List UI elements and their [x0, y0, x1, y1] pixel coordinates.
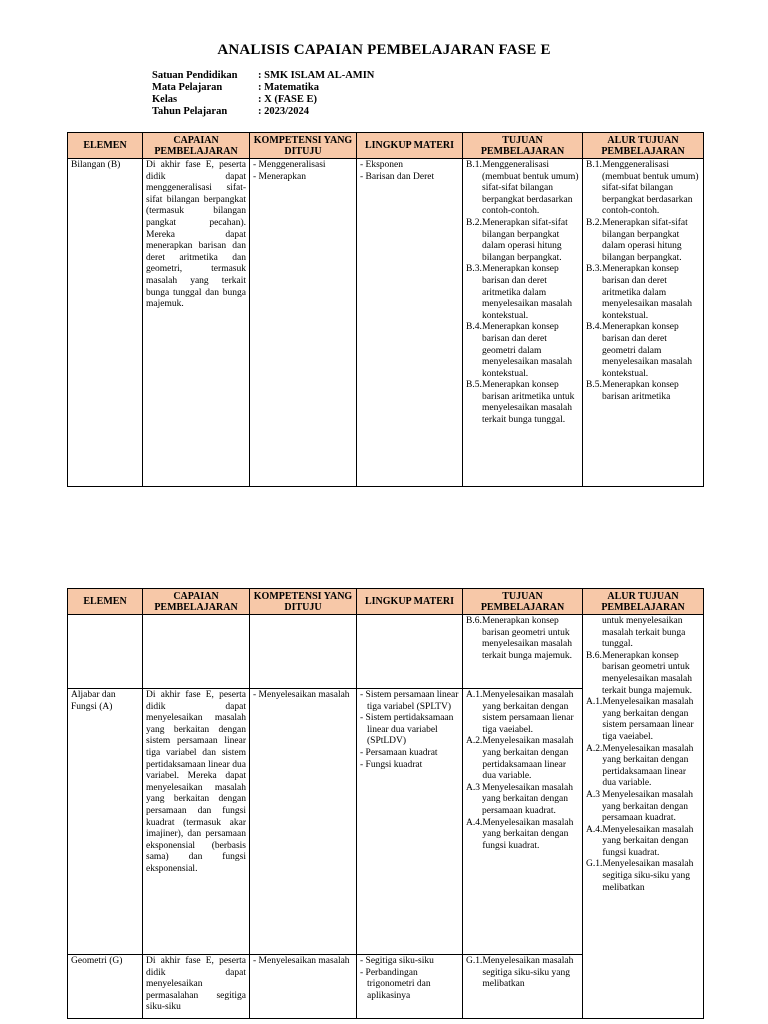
- alur-text: Menerapkan konsep barisan dan deret aritmetika dalam menyelesaikan masalah kontekstual.: [602, 264, 692, 321]
- alur-item: [586, 218, 700, 264]
- alur-number: B.3.: [586, 264, 602, 275]
- header-elemen: ELEMEN: [68, 133, 143, 159]
- alur-number: [586, 616, 602, 651]
- lingkup-item: - Sistem persamaan linear tiga variabel (SPLTV): [360, 690, 459, 712]
- kompetensi-item: - Menggeneralisasi: [253, 160, 326, 170]
- header-elemen: ELEMEN: [68, 589, 143, 615]
- lingkup-item: - Sistem pertidaksamaan linear dua variabel (SPtLDV): [360, 713, 454, 747]
- lingkup-item: - Segitiga siku-siku: [360, 956, 434, 966]
- lingkup-cell: [357, 615, 463, 689]
- alur-cell: [583, 159, 704, 487]
- header-capaian: CAPAIAN PEMBELAJARAN: [143, 133, 250, 159]
- info-label: Mata Pelajaran: [152, 82, 223, 93]
- tujuan-text: Menyelesaikan masalah yang berkaitan dengan fungsi kuadrat.: [482, 817, 574, 851]
- info-label: Satuan Pendidikan: [152, 70, 238, 81]
- tujuan-cell: [463, 955, 583, 1019]
- tujuan-number: B.1.: [466, 160, 482, 170]
- elemen-cell: [68, 615, 143, 689]
- kompetensi-cell: [250, 159, 357, 487]
- tujuan-item: [466, 736, 579, 782]
- elemen-cell: Geometri (G): [68, 955, 143, 1019]
- table-header-row: [68, 133, 704, 159]
- info-value: : Matematika: [258, 82, 319, 93]
- tujuan-number: G.1.: [466, 956, 483, 966]
- tujuan-text: Menyelesaikan masalah yang berkaitan dengan persamaan kuadrat.: [482, 782, 574, 816]
- alur-number: B.6.: [586, 650, 602, 661]
- header-kompetensi: KOMPETENSI YANG DITUJU: [250, 133, 357, 159]
- tujuan-number: B.4.: [466, 322, 482, 333]
- tujuan-item: [466, 818, 579, 853]
- tujuan-cell: [463, 159, 583, 487]
- capaian-cell: [143, 615, 250, 689]
- analysis-table-page-1: [67, 132, 704, 487]
- alur-text: Menerapkan konsep barisan geometri untuk menyelesaikan masalah terkait bunga majemuk.: [602, 650, 692, 696]
- header-capaian: CAPAIAN PEMBELAJARAN: [143, 589, 250, 615]
- table-row-bilangan: [68, 159, 704, 487]
- alur-number: A.1.: [586, 697, 603, 708]
- info-label: Kelas: [152, 94, 178, 105]
- alur-item: [586, 790, 700, 825]
- alur-item: [586, 160, 700, 218]
- tujuan-number: B.6.: [466, 616, 482, 626]
- info-row: [152, 106, 374, 118]
- elemen-cell: Aljabar dan Fungsi (A): [68, 689, 143, 955]
- lingkup-item: - Persamaan kuadrat: [360, 747, 438, 758]
- tujuan-text: Menyelesaikan masalah yang berkaitan dengan sistem persamaan lienar tiga vaeiabel.: [482, 690, 574, 735]
- table-header-row: [68, 589, 704, 615]
- capaian-cell: Di akhir fase E, peserta didik dapat menyelesaikan permasalahan segitiga siku-siku: [143, 955, 250, 1019]
- info-row: [152, 82, 374, 94]
- info-value: : 2023/2024: [258, 106, 310, 117]
- tujuan-item: [466, 783, 579, 818]
- alur-text: Menerapkan konsep barisan dan deret geometri dalam menyelesaikan masalah kontekstual.: [602, 322, 692, 379]
- alur-text: Menyelesaikan masalah yang berkaitan dengan pertidaksamaan linear dua variable.: [602, 743, 694, 789]
- alur-number: B.1.: [586, 160, 602, 170]
- lingkup-item: - Fungsi kuadrat: [360, 759, 423, 770]
- tujuan-item: [466, 322, 579, 380]
- kompetensi-item: - Menyelesaikan masalah: [253, 690, 350, 700]
- lingkup-item: - Perbandingan trigonometri dan aplikasinya: [360, 967, 431, 1001]
- alur-item: [586, 380, 700, 403]
- info-label: Tahun Pelajaran: [152, 106, 228, 117]
- page-title: ANALISIS CAPAIAN PEMBELAJARAN FASE E: [217, 42, 551, 58]
- alur-item: [586, 616, 700, 651]
- kompetensi-cell: [250, 955, 357, 1019]
- tujuan-text: Menerapkan konsep barisan dan deret aritmetika dalam menyelesaikan masalah kontekstual.: [482, 264, 572, 321]
- kompetensi-cell: [250, 689, 357, 955]
- alur-item: [586, 825, 700, 860]
- tujuan-item: [466, 160, 579, 218]
- info-row: [152, 70, 374, 82]
- alur-text: Menyelesaikan masalah segitiga siku-siku yang melibatkan: [602, 859, 694, 893]
- alur-text: Menyelesaikan masalah yang berkaitan dengan fungsi kuadrat.: [602, 824, 694, 858]
- tujuan-text: Menyelesaikan masalah yang berkaitan dengan pertidaksamaan linear dua variable.: [482, 736, 574, 782]
- alur-number: A.4.: [586, 824, 603, 835]
- header-lingkup: LINGKUP MATERI: [357, 133, 463, 159]
- tujuan-number: B.3.: [466, 264, 482, 275]
- info-value: : X (FASE E): [258, 94, 318, 105]
- header-alur: ALUR TUJUAN PEMBELAJARAN: [583, 133, 704, 159]
- tujuan-text: Menggeneralisasi (membuat bentuk umum) sifat-sifat bilangan berpangkat berdasarkan contoh-contoh.: [482, 160, 579, 217]
- tujuan-item: [466, 380, 579, 426]
- alur-text: Menyelesaikan masalah yang berkaitan dengan sistem persamaan linear tiga vaeiabel.: [602, 697, 694, 742]
- lingkup-item: - Eksponen: [360, 160, 404, 170]
- alur-number: B.5.: [586, 380, 602, 391]
- alur-text: Menerapkan konsep barisan aritmetika: [602, 380, 679, 402]
- alur-item: [586, 697, 700, 743]
- elemen-cell: Bilangan (B): [68, 159, 143, 487]
- alur-text: Menggeneralisasi (membuat bentuk umum) sifat-sifat bilangan berpangkat berdasarkan contoh-contoh.: [602, 160, 699, 217]
- header-alur: ALUR TUJUAN PEMBELAJARAN: [583, 589, 704, 615]
- alur-cell: [583, 615, 704, 1019]
- header-lingkup: LINGKUP MATERI: [357, 589, 463, 615]
- info-row: [152, 94, 374, 106]
- tujuan-number: B.5.: [466, 380, 482, 391]
- kompetensi-item: - Menyelesaikan masalah: [253, 956, 350, 966]
- lingkup-cell: [357, 689, 463, 955]
- alur-item: [586, 322, 700, 380]
- tujuan-number: A.4.: [466, 817, 483, 828]
- document-info: [152, 70, 374, 118]
- tujuan-number: B.2.: [466, 217, 482, 228]
- tujuan-item: [466, 690, 579, 736]
- capaian-cell: Di akhir fase E, peserta didik dapat menyelesaikan masalah yang berkaitan dengan sistem persamaan linear tiga variabel dan sistem pertidaksamaan linear dua variabel. Mereka dapat menyelesaikan masalah yang berkaitan dengan persamaan dan fungsi kuadrat (termasuk akar imajiner), dan persamaan eksponensial (berbasis sama) dan fungsi eksponensial.: [143, 689, 250, 955]
- header-tujuan: TUJUAN PEMBELAJARAN: [463, 133, 583, 159]
- table-row-continuation: [68, 615, 704, 689]
- alur-text: Menyelesaikan masalah yang berkaitan dengan persamaan kuadrat.: [602, 789, 694, 824]
- alur-text: untuk menyelesaikan masalah terkait bunga tunggal.: [602, 616, 686, 650]
- lingkup-cell: [357, 955, 463, 1019]
- tujuan-text: Menerapkan konsep barisan aritmetika untuk menyelesaikan masalah terkait bunga tunggal.: [482, 380, 575, 426]
- alur-item: [586, 651, 700, 697]
- analysis-table-page-2: [67, 588, 704, 1019]
- capaian-cell: Di akhir fase E, peserta didik dapat menggeneralisasi sifat-sifat bilangan berpangkat (termasuk bilangan pangkat pecahan). Mereka dapat menerapkan barisan dan deret aritmetika dan geometri, termasuk masalah yang terkait bunga tunggal dan bunga majemuk.: [143, 159, 250, 487]
- tujuan-item: [466, 264, 579, 322]
- alur-item: [586, 264, 700, 322]
- alur-number: B.2.: [586, 217, 602, 228]
- kompetensi-item: - Menerapkan: [253, 171, 307, 182]
- alur-number: G.1.: [586, 859, 603, 870]
- alur-item: [586, 859, 700, 894]
- tujuan-number: A.2.: [466, 736, 483, 747]
- alur-number: B.4.: [586, 322, 602, 333]
- tujuan-item: [466, 956, 579, 991]
- tujuan-item: [466, 218, 579, 264]
- tujuan-number: A.3: [466, 782, 480, 793]
- tujuan-cell: [463, 615, 583, 689]
- info-value: : SMK ISLAM AL-AMIN: [258, 70, 375, 81]
- tujuan-text: Menyelesaikan masalah segitiga siku-siku yang melibatkan: [482, 956, 574, 990]
- header-tujuan: TUJUAN PEMBELAJARAN: [463, 589, 583, 615]
- kompetensi-cell: [250, 615, 357, 689]
- alur-number: A.2.: [586, 743, 603, 754]
- alur-item: [586, 744, 700, 790]
- tujuan-number: A.1.: [466, 690, 483, 700]
- lingkup-cell: [357, 159, 463, 487]
- tujuan-text: Menerapkan konsep barisan geometri untuk menyelesaikan masalah terkait bunga majemuk.: [482, 616, 572, 661]
- tujuan-text: Menerapkan konsep barisan dan deret geometri dalam menyelesaikan masalah kontekstual.: [482, 322, 572, 379]
- alur-text: Menerapkan sifat-sifat bilangan berpangkat dalam operasi hitung bilangan berpangkat.: [602, 217, 688, 263]
- tujuan-cell: [463, 689, 583, 955]
- alur-number: A.3: [586, 789, 600, 800]
- tujuan-item: [466, 616, 579, 662]
- header-kompetensi: KOMPETENSI YANG DITUJU: [250, 589, 357, 615]
- tujuan-text: Menerapkan sifat-sifat bilangan berpangkat dalam operasi hitung bilangan berpangkat.: [482, 217, 568, 263]
- lingkup-item: - Barisan dan Deret: [360, 171, 435, 182]
